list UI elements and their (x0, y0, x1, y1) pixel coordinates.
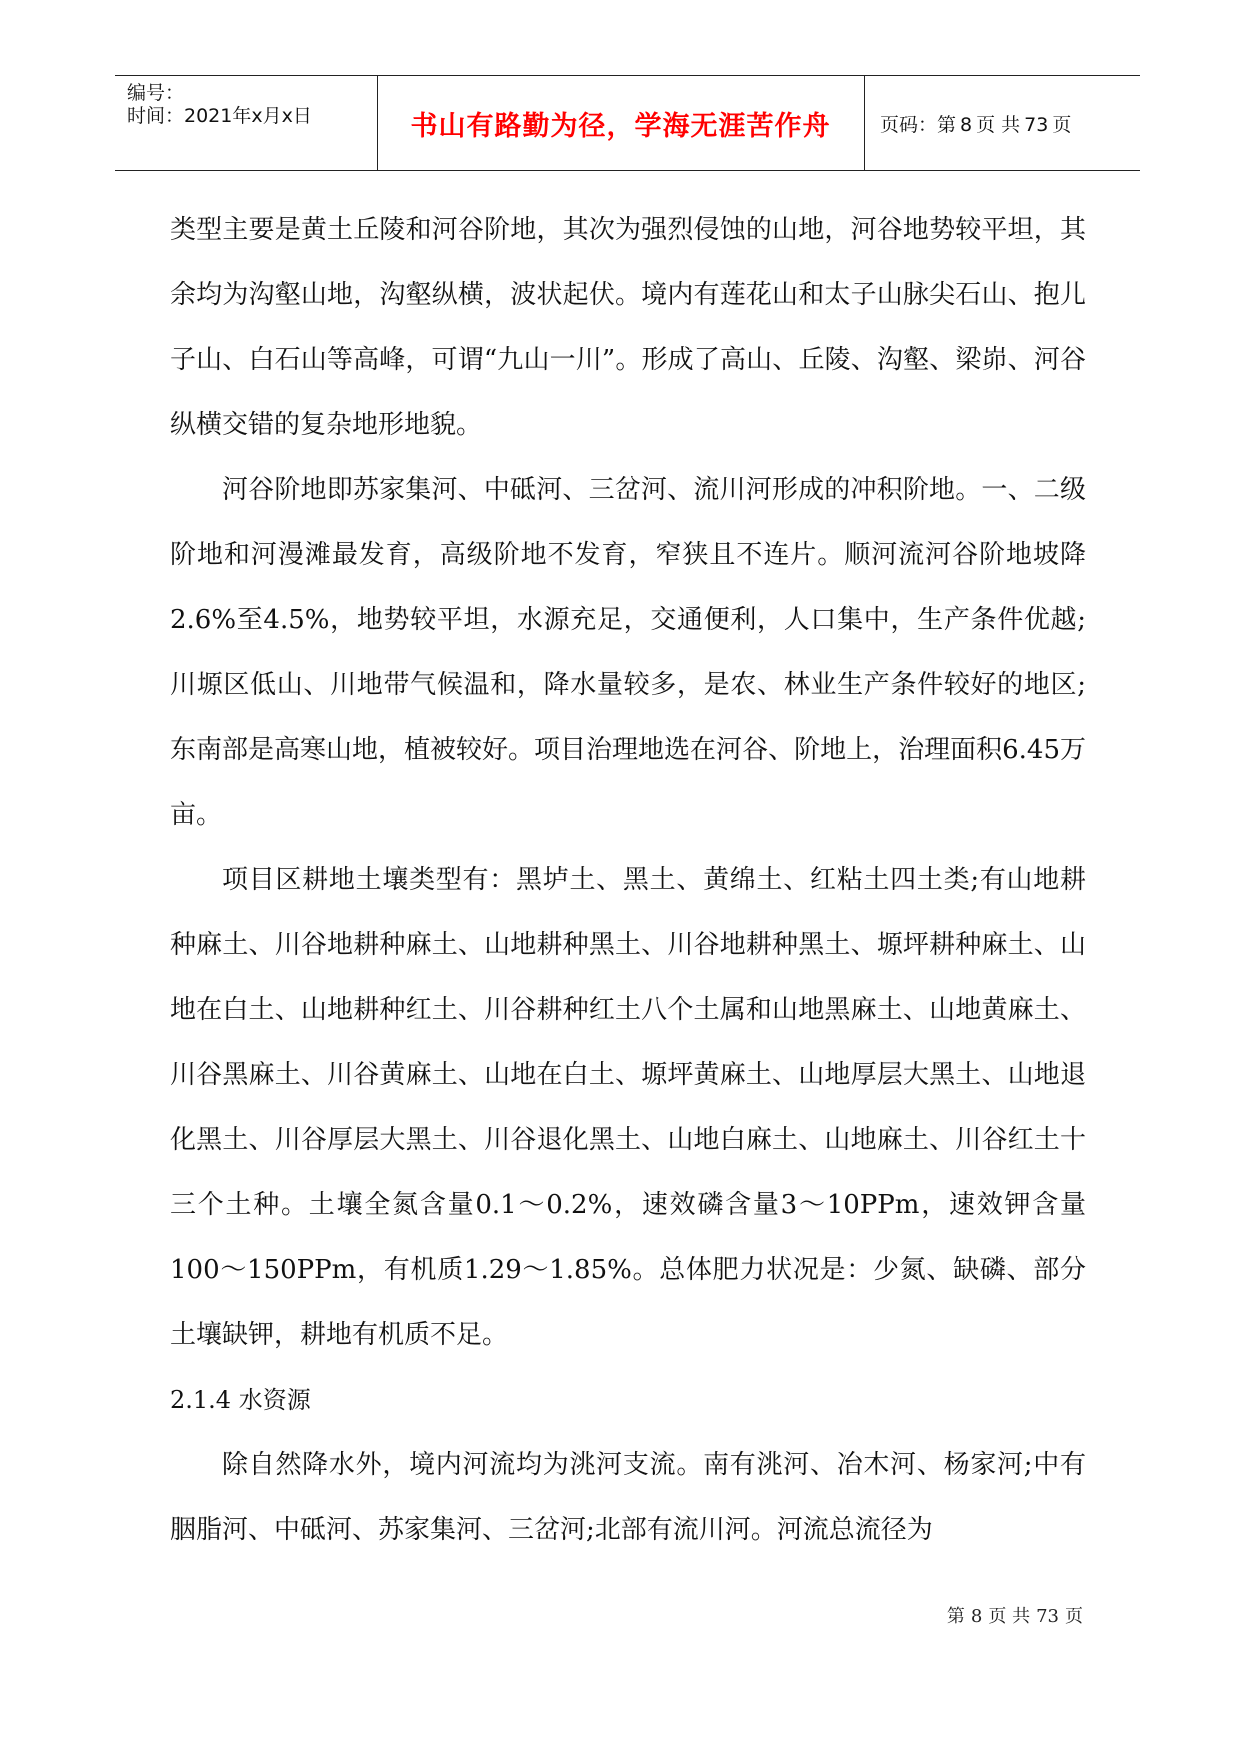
header-page-prefix: 页码：第 (880, 113, 957, 136)
header-page-cell (864, 76, 1140, 170)
page-footer (944, 1602, 1086, 1628)
footer-suffix: 页 (1065, 1606, 1083, 1627)
document-body (170, 198, 1086, 1563)
paragraph-terrain-continued: 类型主要是黄土丘陵和河谷阶地，其次为强烈侵蚀的山地，河谷地势较平坦，其余均为沟壑山地，沟壑纵横，波状起伏。境内有莲花山和太子山脉尖石山、抱儿子山、白石山等高峰，可谓“九山一川”。形成了高山、丘陵、沟壑、梁峁、河谷纵横交错的复杂地形地貌。 (170, 215, 1086, 440)
footer-page-number: 8 (970, 1606, 983, 1627)
paragraph-soil-types: 项目区耕地土壤类型有：黑垆土、黑土、黄绵土、红粘土四土类;有山地耕种麻土、川谷地耕种麻土、山地耕种黑土、川谷地耕种黑土、塬坪耕种麻土、山地在白土、山地耕种红土、川谷耕种红土八个土属和山地黑麻土、山地黄麻土、川谷黑麻土、川谷黄麻土、山地在白土、塬坪黄麻土、山地厚层大黑土、山地退化黑土、川谷厚层大黑土、川谷退化黑土、山地白麻土、山地麻土、川谷红土十三个土种。土壤全氮含量0.1～0.2%，速效磷含量3～10PPm，速效钾含量100～150PPm，有机质1.29～1.85%。总体肥力状况是：少氮、缺磷、部分土壤缺钾，耕地有机质不足。 (170, 865, 1086, 1350)
header-page-code (878, 110, 1073, 137)
header-page-suffix: 页 (1052, 113, 1072, 136)
footer-middle: 页 共 (988, 1606, 1031, 1627)
paragraph-river-terraces: 河谷阶地即苏家集河、中砥河、三岔河、流川河形成的冲积阶地。一、二级阶地和河漫滩最发育，高级阶地不发育，窄狭且不连片。顺河流河谷阶地坡降2.6%至4.5%，地势较平坦，水源充足，交通便利，人口集中，生产条件优越;川塬区低山、川地带气候温和，降水量较多，是农、林业生产条件较好的地区;东南部是高寒山地，植被较好。项目治理地选在河谷、阶地上，治理面积6.45万亩。 (170, 475, 1086, 830)
footer-prefix: 第 (946, 1606, 965, 1627)
section-heading-water-resources: 2.1.4 水资源 (170, 1386, 311, 1414)
header-meta-cell (115, 76, 378, 170)
header-motto: 书山有路勤为径，学海无涯苦作舟 (410, 110, 831, 142)
document-time-label: 时间：2021年x月x日 (127, 105, 312, 127)
header-page-middle: 页 共 (976, 113, 1021, 136)
header-page-total: 73 (1024, 113, 1049, 136)
paragraph-rivers: 除自然降水外，境内河流均为洮河支流。南有洮河、冶木河、杨家河;中有胭脂河、中砥河、苏家集河、三岔河;北部有流川河。河流总流径为 (170, 1450, 1086, 1545)
header-page-number: 8 (960, 113, 973, 136)
header-motto-cell (377, 76, 865, 170)
footer-page-total: 73 (1036, 1606, 1059, 1627)
page-header (115, 75, 1140, 171)
document-number-label: 编号： (127, 82, 185, 104)
